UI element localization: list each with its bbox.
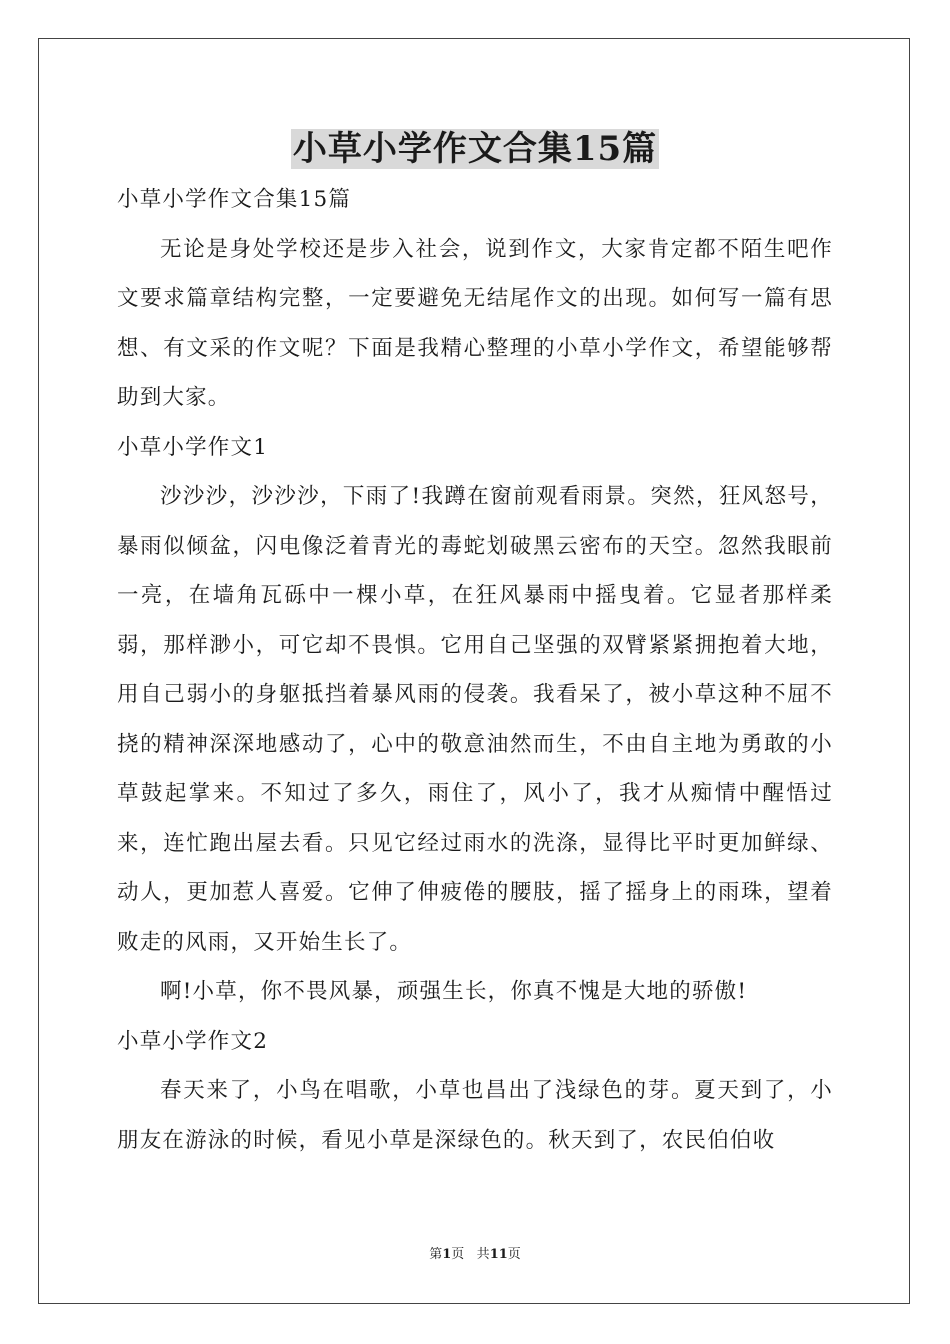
page-suffix: 页	[451, 1247, 465, 1262]
essay-1-paragraph-2: 啊!小草，你不畏风暴，顽强生长，你真不愧是大地的骄傲!	[160, 979, 748, 1004]
essay-2-paragraph-1: 春天来了，小鸟在唱歌，小草也昌出了浅绿色的芽。夏天到了，小朋友在游泳的时候，看见小草是深绿色的。秋天到了，农民伯伯收	[117, 1078, 833, 1153]
document-body	[117, 175, 833, 1165]
document-title-text: 小草小学作文合集15篇	[292, 129, 658, 169]
document-subtitle: 小草小学作文合集15篇	[117, 187, 352, 212]
intro-paragraph: 无论是身处学校还是步入社会，说到作文，大家肯定都不陌生吧作文要求篇章结构完整，一定要避免无结尾作文的出现。如何写一篇有思想、有文采的作文呢？下面是我精心整理的小草小学作文，希望能够帮助到大家。	[117, 236, 833, 410]
total-prefix: 共	[476, 1247, 490, 1262]
page-number: 1	[442, 1247, 452, 1262]
section-heading-2: 小草小学作文2	[117, 1028, 269, 1054]
total-pages: 11	[489, 1247, 508, 1262]
document-title	[0, 125, 950, 173]
section-heading-1: 小草小学作文1	[117, 434, 269, 460]
essay-1-paragraph-1: 沙沙沙，沙沙沙，下雨了!我蹲在窗前观看雨景。突然，狂风怒号，暴雨似倾盆，闪电像泛着青光的毒蛇划破黑云密布的天空。忽然我眼前一亮，在墙角瓦砾中一棵小草，在狂风暴雨中摇曳着。它显者那样柔弱，那样渺小，可它却不畏惧。它用自己坚强的双臂紧紧拥抱着大地，用自己弱小的身躯抵挡着暴风雨的侵袭。我看呆了，被小草这种不屈不挠的精神深深地感动了，心中的敬意油然而生，不由自主地为勇敢的小草鼓起掌来。不知过了多久，雨住了，风小了，我才从痴情中醒悟过来，连忙跑出屋去看。只见它经过雨水的洗涤，显得比平时更加鲜绿、动人，更加惹人喜爱。它伸了伸疲倦的腰肢，摇了摇身上的雨珠，望着败走的风雨，又开始生长了。	[117, 484, 833, 955]
page-footer	[0, 1246, 950, 1264]
total-suffix: 页	[507, 1247, 521, 1262]
page-prefix: 第	[429, 1247, 443, 1262]
